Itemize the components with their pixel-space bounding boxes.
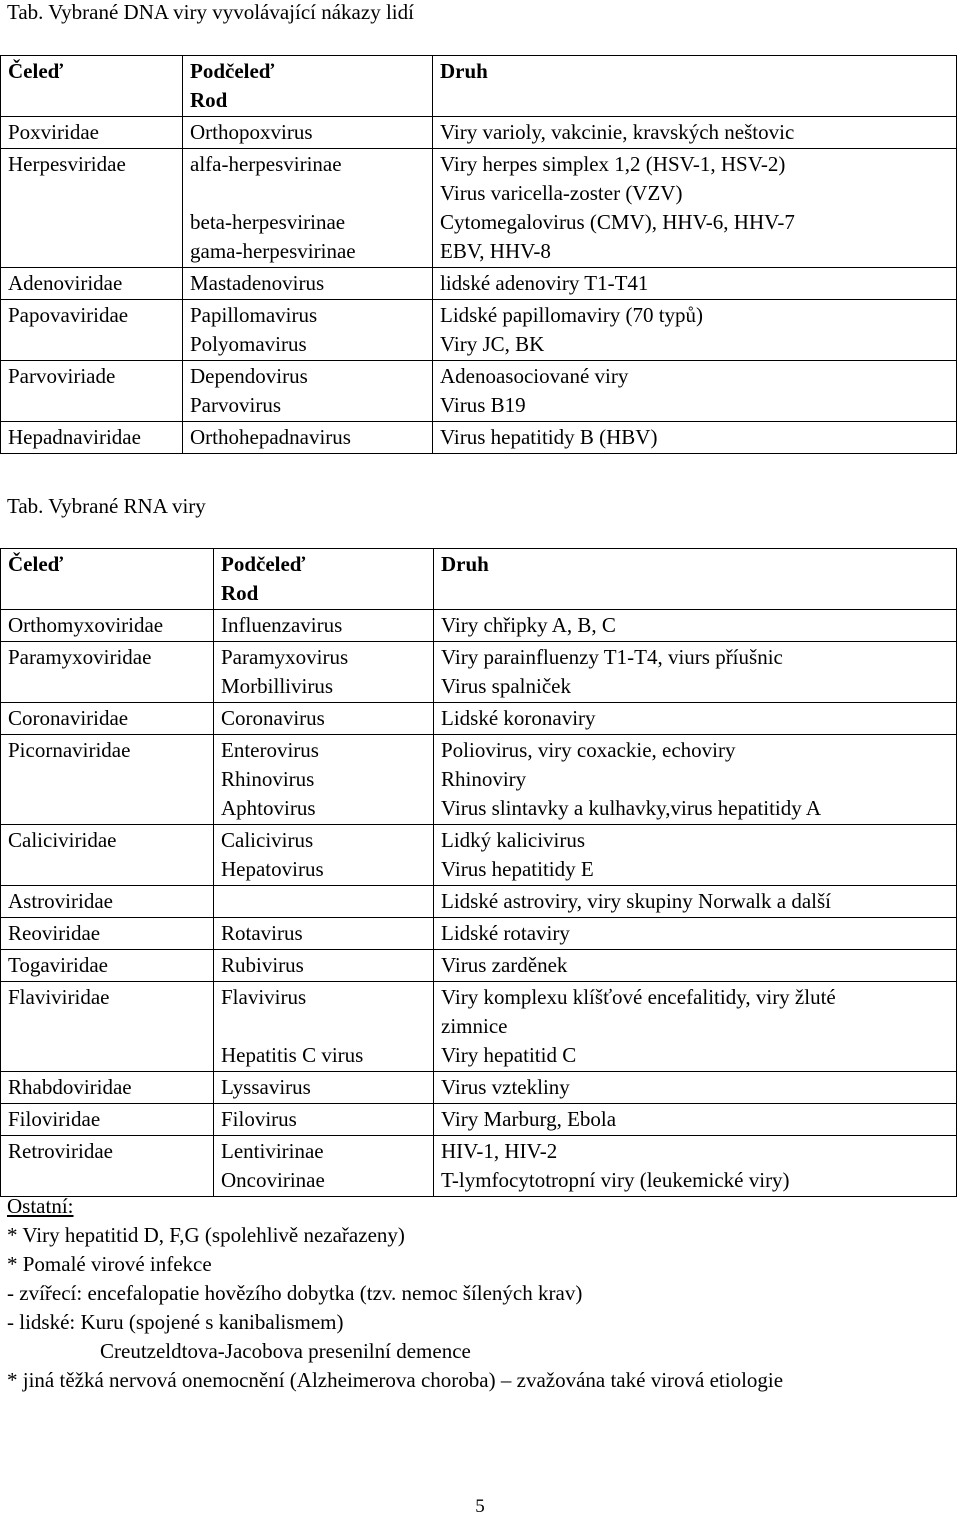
family-name: Togaviridae — [8, 953, 108, 977]
genus-cell — [183, 117, 433, 149]
species-name: zimnice — [441, 1014, 508, 1038]
family-cell — [1, 1104, 214, 1136]
genus-name: Flavivirus — [221, 985, 307, 1009]
family-cell — [1, 982, 214, 1072]
species-cell — [434, 950, 957, 982]
species-cell — [434, 1072, 957, 1104]
dna-table-header — [1, 56, 957, 117]
genus-name: Rhinovirus — [221, 767, 315, 791]
species-cell — [434, 825, 957, 886]
table-row — [1, 117, 957, 149]
species-name: Lidské astroviry, viry skupiny Norwalk a další — [441, 889, 831, 913]
family-cell — [1, 149, 183, 268]
species-name: Viry herpes simplex 1,2 (HSV-1, HSV-2) — [440, 152, 786, 176]
species-name: Virus B19 — [440, 393, 526, 417]
genus-name: Orthopoxvirus — [190, 120, 313, 144]
family-name: Hepadnaviridae — [8, 425, 141, 449]
family-cell — [1, 918, 214, 950]
species-name: Virus zarděnek — [441, 953, 568, 977]
family-cell — [1, 361, 183, 422]
genus-name: Orthohepadnavirus — [190, 425, 351, 449]
family-name: Papovaviridae — [8, 303, 129, 327]
genus-name: Lentivirinae — [221, 1139, 324, 1163]
genus-cell — [214, 703, 434, 735]
genus-name: Paramyxovirus — [221, 645, 349, 669]
species-name: Poliovirus, viry coxackie, echoviry — [441, 738, 736, 762]
header-species: Druh — [440, 59, 488, 83]
note-line: * jiná těžká nervová onemocnění (Alzheimerova choroba) – zvažována také virová etiologie — [7, 1368, 784, 1392]
species-name: Viry komplexu klíšťové encefalitidy, viry žluté — [441, 985, 836, 1009]
family-name: Orthomyxoviridae — [8, 613, 164, 637]
genus-cell — [183, 300, 433, 361]
genus-name: Hepatitis C virus — [221, 1043, 364, 1067]
genus-cell — [214, 950, 434, 982]
family-cell — [1, 300, 183, 361]
genus-name: Enterovirus — [221, 738, 319, 762]
species-name: Viry Marburg, Ebola — [441, 1107, 617, 1131]
genus-cell — [214, 642, 434, 703]
note-line: * Pomalé virové infekce — [7, 1252, 212, 1276]
species-name: Lidské rotaviry — [441, 921, 570, 945]
species-name: Virus spalniček — [441, 674, 571, 698]
genus-cell — [183, 149, 433, 268]
table-row — [1, 703, 957, 735]
genus-cell — [214, 610, 434, 642]
species-cell — [433, 149, 957, 268]
note-line: - zvířecí: encefalopatie hovězího dobytka (tzv. nemoc šílených krav) — [7, 1281, 583, 1305]
dna-table-caption: Tab. Vybrané DNA viry vyvolávající nákazy lidí — [7, 0, 414, 24]
family-cell — [1, 886, 214, 918]
genus-name: Oncovirinae — [221, 1168, 325, 1192]
table-row — [1, 825, 957, 886]
genus-name — [190, 179, 426, 208]
family-name: Retroviridae — [8, 1139, 113, 1163]
genus-name: Filovirus — [221, 1107, 297, 1131]
species-name: lidské adenoviry T1-T41 — [440, 271, 649, 295]
species-cell — [433, 300, 957, 361]
rna-virus-table — [0, 548, 957, 1197]
species-name: Cytomegalovirus (CMV), HHV-6, HHV-7 — [440, 210, 795, 234]
genus-cell — [183, 422, 433, 454]
header-family: Čeleď — [8, 552, 64, 576]
genus-name: Rotavirus — [221, 921, 303, 945]
header-genus: Rod — [221, 581, 259, 605]
family-name: Rhabdoviridae — [8, 1075, 132, 1099]
note-line: * Viry hepatitid D, F,G (spolehlivě nezařazeny) — [7, 1223, 405, 1247]
species-name: Virus slintavky a kulhavky,virus hepatitidy A — [441, 796, 821, 820]
genus-name: Dependovirus — [190, 364, 308, 388]
species-cell — [434, 703, 957, 735]
genus-cell — [214, 1072, 434, 1104]
family-cell — [1, 825, 214, 886]
species-name: Virus vztekliny — [441, 1075, 570, 1099]
genus-name: gama-herpesvirinae — [190, 239, 356, 263]
species-cell — [434, 735, 957, 825]
species-name: Viry hepatitid C — [441, 1043, 577, 1067]
table-row — [1, 918, 957, 950]
family-cell — [1, 1072, 214, 1104]
table-row — [1, 149, 957, 268]
family-cell — [1, 735, 214, 825]
species-cell — [434, 1136, 957, 1197]
genus-name: Polyomavirus — [190, 332, 307, 356]
page-number: 5 — [475, 1496, 485, 1517]
family-cell — [1, 610, 214, 642]
genus-cell — [214, 982, 434, 1072]
genus-name: Influenzavirus — [221, 613, 343, 637]
genus-cell — [214, 1136, 434, 1197]
species-name: HIV-1, HIV-2 — [441, 1139, 558, 1163]
species-cell — [434, 642, 957, 703]
table-row — [1, 300, 957, 361]
genus-name: Rubivirus — [221, 953, 304, 977]
note-line: Creutzeldtova-Jacobova presenilní demence — [100, 1339, 471, 1363]
species-name: Viry JC, BK — [440, 332, 545, 356]
family-cell — [1, 268, 183, 300]
table-row — [1, 642, 957, 703]
species-cell — [434, 982, 957, 1072]
family-cell — [1, 1136, 214, 1197]
genus-cell — [214, 886, 434, 918]
family-name: Reoviridae — [8, 921, 101, 945]
species-name: Viry chřipky A, B, C — [441, 613, 616, 637]
header-species: Druh — [441, 552, 489, 576]
species-cell — [433, 268, 957, 300]
genus-name: Papillomavirus — [190, 303, 318, 327]
notes-section — [7, 1192, 783, 1395]
family-cell — [1, 703, 214, 735]
table-row — [1, 268, 957, 300]
family-name: Herpesviridae — [8, 152, 126, 176]
genus-cell — [183, 268, 433, 300]
table-row — [1, 1072, 957, 1104]
species-cell — [434, 918, 957, 950]
table-row — [1, 982, 957, 1072]
header-subfamily: Podčeleď — [190, 59, 275, 83]
species-name: Lidký kalicivirus — [441, 828, 586, 852]
species-cell — [434, 1104, 957, 1136]
table-row — [1, 610, 957, 642]
table-row — [1, 361, 957, 422]
family-name: Flaviviridae — [8, 985, 110, 1009]
genus-name: Mastadenovirus — [190, 271, 325, 295]
genus-name: alfa-herpesvirinae — [190, 152, 342, 176]
genus-cell — [214, 918, 434, 950]
species-name: Lidské papillomaviry (70 typů) — [440, 303, 704, 327]
family-name: Coronaviridae — [8, 706, 129, 730]
genus-name: Morbillivirus — [221, 674, 334, 698]
genus-cell — [214, 825, 434, 886]
species-name: Virus hepatitidy B (HBV) — [440, 425, 658, 449]
species-name: Adenoasociované viry — [440, 364, 629, 388]
genus-cell — [183, 361, 433, 422]
species-name: Virus varicella-zoster (VZV) — [440, 181, 683, 205]
family-cell — [1, 642, 214, 703]
family-name: Astroviridae — [8, 889, 113, 913]
table-row — [1, 1136, 957, 1197]
family-name: Filoviridae — [8, 1107, 101, 1131]
rna-table-caption: Tab. Vybrané RNA viry — [7, 494, 206, 518]
genus-name: Parvovirus — [190, 393, 281, 417]
species-name: EBV, HHV-8 — [440, 239, 551, 263]
genus-name: Hepatovirus — [221, 857, 324, 881]
species-cell — [433, 422, 957, 454]
table-row — [1, 735, 957, 825]
genus-cell — [214, 1104, 434, 1136]
genus-name: Calicivirus — [221, 828, 314, 852]
genus-name — [221, 887, 427, 916]
species-cell — [434, 610, 957, 642]
family-name: Adenoviridae — [8, 271, 123, 295]
table-row — [1, 950, 957, 982]
family-name: Paramyxoviridae — [8, 645, 152, 669]
family-cell — [1, 422, 183, 454]
dna-virus-table — [0, 55, 957, 454]
note-line: - lidské: Kuru (spojené s kanibalismem) — [7, 1310, 344, 1334]
family-cell — [1, 950, 214, 982]
family-name: Poxviridae — [8, 120, 99, 144]
genus-name: Lyssavirus — [221, 1075, 311, 1099]
species-name: Rhinoviry — [441, 767, 527, 791]
genus-name: beta-herpesvirinae — [190, 210, 346, 234]
species-cell — [433, 361, 957, 422]
family-name: Parvoviriade — [8, 364, 116, 388]
species-name: Lidské koronaviry — [441, 706, 596, 730]
family-cell — [1, 117, 183, 149]
genus-cell — [214, 735, 434, 825]
table-row — [1, 422, 957, 454]
header-subfamily: Podčeleď — [221, 552, 306, 576]
family-name: Caliciviridae — [8, 828, 117, 852]
species-cell — [434, 886, 957, 918]
genus-name: Coronavirus — [221, 706, 325, 730]
species-cell — [433, 117, 957, 149]
species-name: Viry varioly, vakcinie, kravských neštovic — [440, 120, 795, 144]
table-row — [1, 886, 957, 918]
species-name: T-lymfocytotropní viry (leukemické viry) — [441, 1168, 790, 1192]
species-name: Virus hepatitidy E — [441, 857, 594, 881]
notes-heading: Ostatní: — [7, 1194, 74, 1218]
rna-table-header — [1, 549, 957, 610]
species-name: Viry parainfluenzy T1-T4, viurs příušnic — [441, 645, 783, 669]
table-row — [1, 1104, 957, 1136]
genus-name — [221, 1012, 427, 1041]
header-family: Čeleď — [8, 59, 64, 83]
genus-name: Aphtovirus — [221, 796, 316, 820]
family-name: Picornaviridae — [8, 738, 131, 762]
header-genus: Rod — [190, 88, 228, 112]
